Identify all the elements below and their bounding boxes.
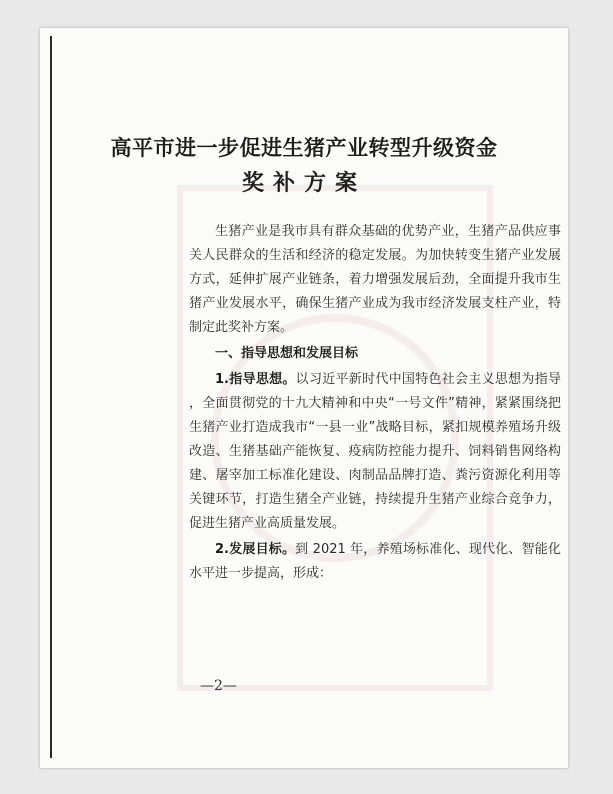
item-label: 1.指导思想。 [215,372,296,387]
item-label: 2.发展目标。 [215,542,296,557]
item-text: 以习近平新时代中国特色社会主义思想为指导，全面贯彻党的十九大精神和中央“一号文件”精神，紧紧围绕把生猪产业打造成我市“一县一业”战略目标，紧扣规模养殖场升级改造、生猪基础产能恢复、疫病防控能力提升、饲料销售网络构建、屠宰加工标准化建设、肉制品品牌打造、粪污资源化利用等关键环节，打造生猪全产业链，持续提升生猪产业综合竞争力，促进生猪产业高质量发展。 [189,372,561,531]
guiding-ideology-paragraph [189,368,561,536]
section-heading: 一、指导思想和发展目标 [215,346,359,361]
document-body [189,220,561,588]
document-title-line-2: 奖补方案 [241,170,366,196]
document-title-line-1: 高平市进一步促进生猪产业转型升级资金 [110,135,498,160]
page-number: —2— [200,678,237,694]
development-goal-paragraph [189,538,561,586]
document-page [40,28,568,768]
intro-paragraph: 生猪产业是我市具有群众基础的优势产业，生猪产品供应事关人民群众的生活和经济的稳定发展。为加快转变生猪产业发展方式，延伸扩展产业链条，着力增强发展后劲，全面提升我市生猪产业发展水平，确保生猪产业成为我市经济发展支柱产业，特制定此奖补方案。 [189,224,561,335]
item-text: 到 2021 年，养殖场标准化、现代化、智能化水平进一步提高，形成： [189,542,561,581]
